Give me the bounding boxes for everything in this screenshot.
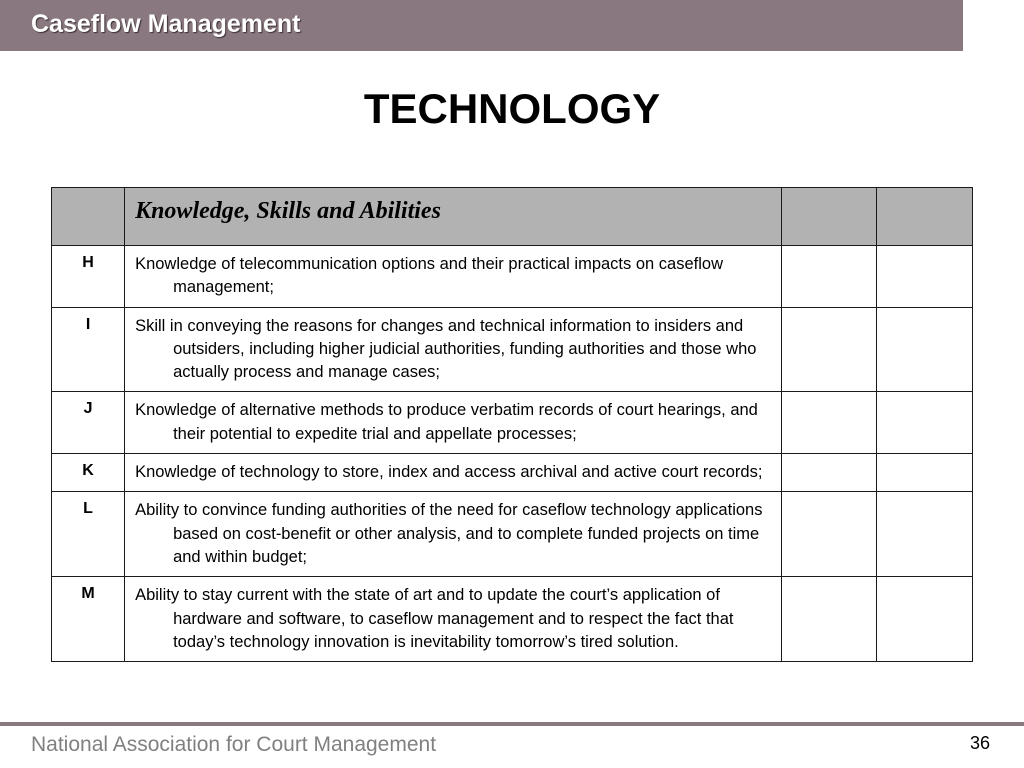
page-number: 36 [969,733,990,753]
row-description: Ability to convince funding authorities of the need for caseflow technology applications based on cost-benefit or other analysis, and to complete funded projects on time and within budget; [135,501,763,566]
table-row [52,454,973,492]
row-letter: H [52,246,125,308]
footer-organization: National Association for Court Management [31,733,437,756]
table-row [52,392,973,454]
row-description-cell [125,246,782,308]
row-blank-cell-1 [781,246,876,308]
row-letter: I [52,307,125,392]
row-blank-cell-2 [876,492,972,577]
header-letter-cell [52,188,125,246]
row-description-cell [125,392,782,454]
title-bar [0,0,963,51]
table-row [52,246,973,308]
row-letter: K [52,454,125,492]
row-description-cell [125,492,782,577]
ksa-table [51,187,973,662]
row-description: Knowledge of alternative methods to produce verbatim records of court hearings, and their potential to expedite trial and appellate processes; [135,401,758,443]
row-blank-cell-1 [781,392,876,454]
row-description: Ability to stay current with the state of art and to update the court’s application of hardware and software, to caseflow management and to respect the fact that today’s technology innovation is inevitability tomorrow’s tired solution. [135,586,734,651]
row-description: Skill in conveying the reasons for changes and technical information to insiders and outsiders, including higher judicial authorities, funding authorities and those who actually process and manage cases; [135,316,757,382]
table-row [52,577,973,662]
row-description-cell [125,577,782,662]
footer-divider [0,722,1024,726]
row-letter: M [52,577,125,662]
page-title: TECHNOLOGY [363,85,661,132]
row-blank-cell-2 [876,454,972,492]
table-row [52,492,973,577]
row-blank-cell-1 [781,492,876,577]
header-blank-cell-1 [781,188,876,246]
row-description-cell [125,307,782,392]
row-letter: J [52,392,125,454]
row-blank-cell-1 [781,307,876,392]
row-description-cell [125,454,782,492]
row-blank-cell-2 [876,246,972,308]
row-description: Knowledge of telecommunication options and their practical impacts on caseflow management; [135,255,723,297]
row-blank-cell-2 [876,307,972,392]
row-blank-cell-1 [781,454,876,492]
header-ksa-label: Knowledge, Skills and Abilities [135,198,441,224]
section-title: Caseflow Management [31,10,301,38]
table-header-row [52,188,973,246]
header-blank-cell-2 [876,188,972,246]
header-ksa-cell [125,188,782,246]
table-row [52,307,973,392]
row-blank-cell-2 [876,577,972,662]
row-description: Knowledge of technology to store, index and access archival and active court records; [135,463,763,482]
row-blank-cell-1 [781,577,876,662]
row-letter: L [52,492,125,577]
row-blank-cell-2 [876,392,972,454]
